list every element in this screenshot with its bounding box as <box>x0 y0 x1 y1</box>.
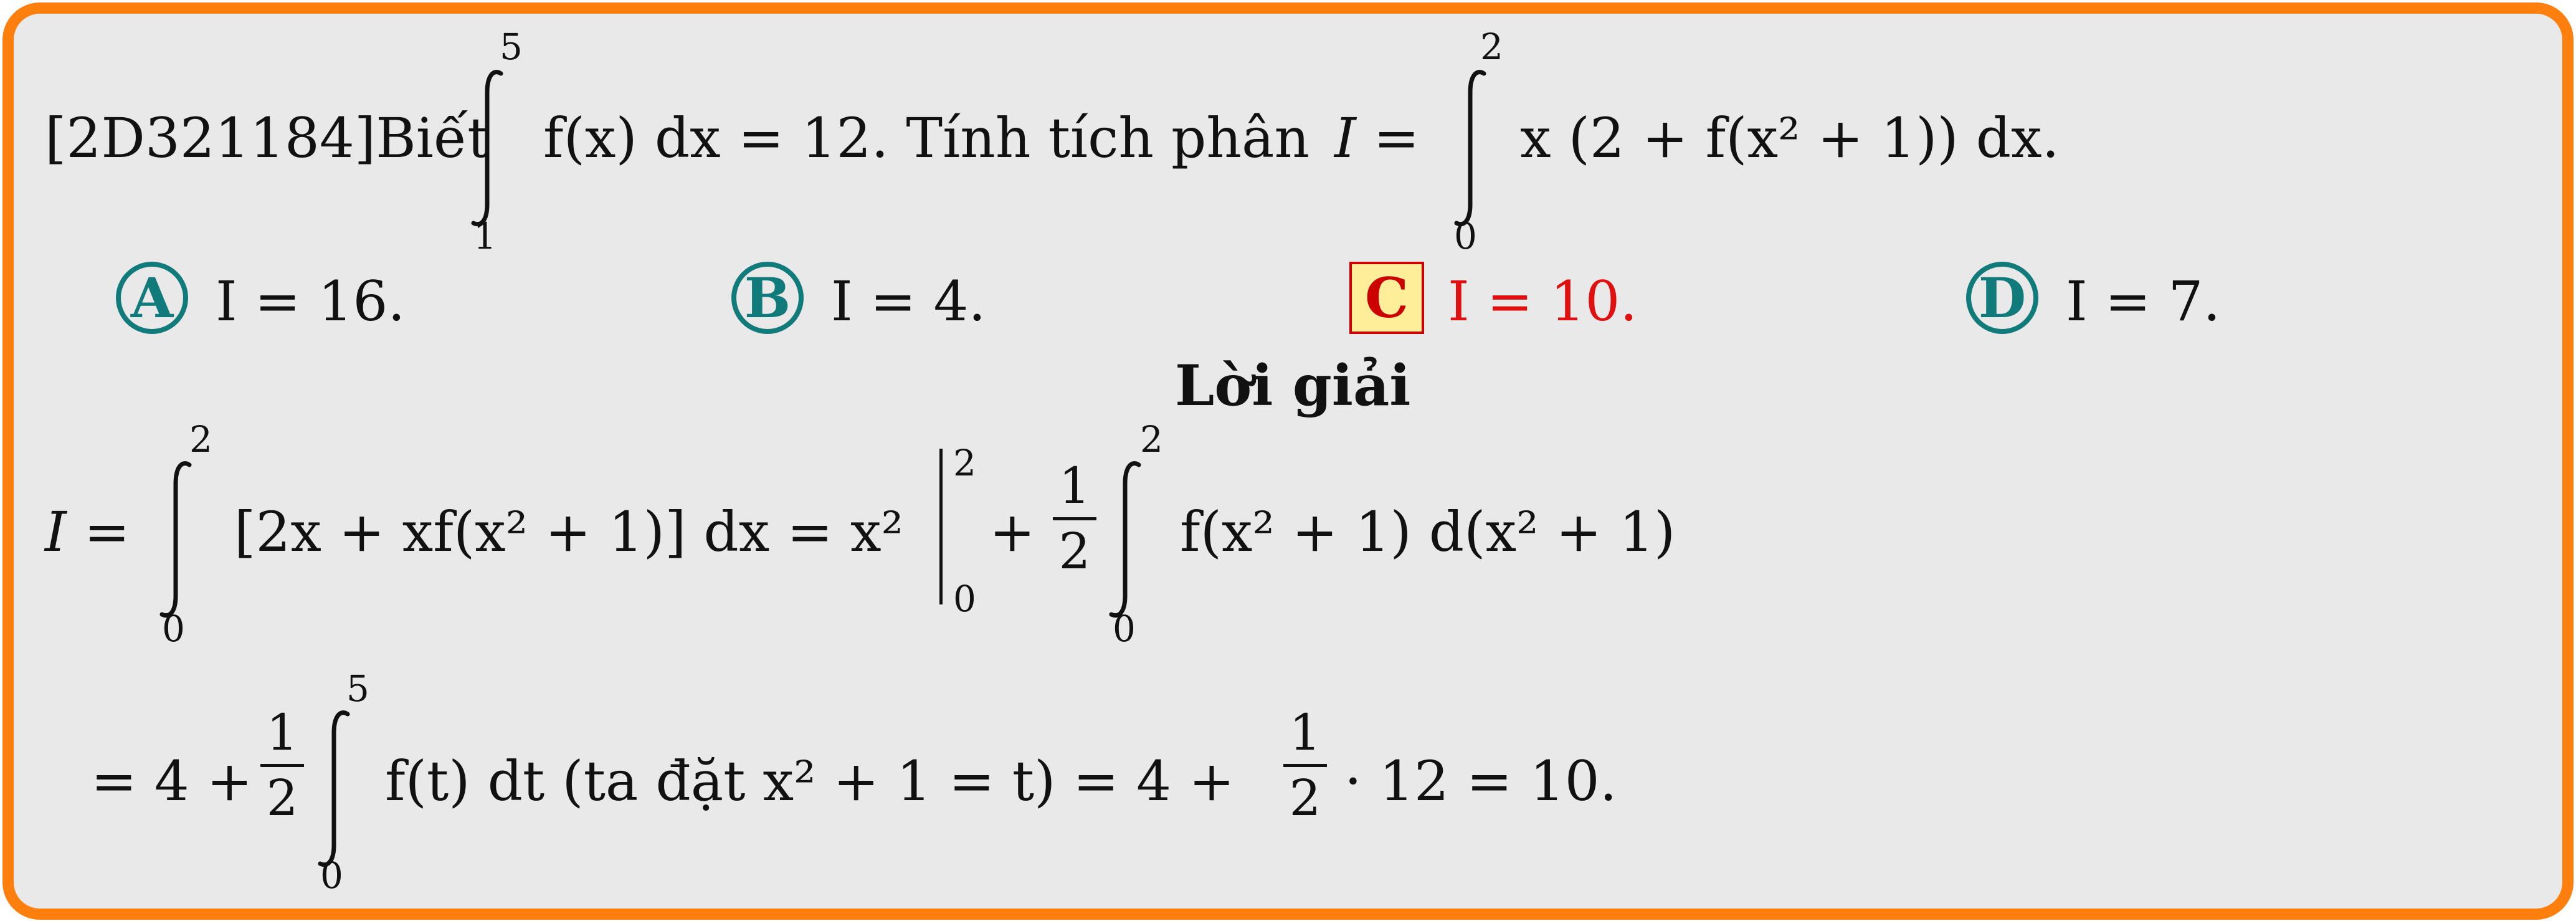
frac-numerator: 1 <box>1058 457 1091 515</box>
problem-id-prefix: [2D321184]Biết <box>45 106 490 170</box>
frac-denominator: 2 <box>1058 522 1091 580</box>
integral-sign <box>1106 459 1144 621</box>
frac-denominator: 2 <box>1289 769 1321 827</box>
target-integrand: x (2 + f(x² + 1)) dx. <box>1520 106 2060 170</box>
sol1-integrand: [2x + xf(x² + 1)] dx = x² <box>234 500 903 564</box>
choice-a-text[interactable]: I = 16. <box>216 269 406 333</box>
target-upper-limit: 2 <box>1480 26 1503 68</box>
choice-b-label[interactable]: B <box>731 262 804 334</box>
solution-heading: Lời giải <box>1175 353 1411 419</box>
integral-sign <box>315 708 353 870</box>
sol1-int2-lower: 0 <box>1113 608 1136 650</box>
integral-sign <box>1452 67 1489 229</box>
sol2-tail: · 12 = 10. <box>1344 749 1617 813</box>
frac-denominator: 2 <box>266 769 298 827</box>
sol2-upper-limit: 5 <box>346 667 369 710</box>
sol1-lower-limit: 0 <box>162 608 185 650</box>
given-lower-limit: 1 <box>473 215 497 257</box>
sol2-lead: = 4 + <box>91 749 253 813</box>
evaluation-bar <box>939 449 943 604</box>
solution-lhs: I = <box>45 500 130 564</box>
integral-sign <box>468 67 506 229</box>
choice-a-label[interactable]: A <box>116 262 188 334</box>
half-fraction <box>260 704 304 827</box>
choice-c-label[interactable]: C <box>1349 262 1424 334</box>
choice-c-text[interactable]: I = 10. <box>1448 269 1638 333</box>
integral-sign <box>157 459 194 621</box>
frac-numerator: 1 <box>266 704 298 761</box>
sol1-integrand2: f(x² + 1) d(x² + 1) <box>1180 500 1676 564</box>
eval-upper: 2 <box>953 442 976 484</box>
half-fraction <box>1053 457 1096 580</box>
choice-d-text[interactable]: I = 7. <box>2066 269 2221 333</box>
sol1-int2-upper: 2 <box>1140 418 1163 461</box>
sol2-lower-limit: 0 <box>320 854 343 897</box>
choice-b-text[interactable]: I = 4. <box>831 269 986 333</box>
half-fraction <box>1283 704 1327 827</box>
sol2-integrand: f(t) dt (ta đặt x² + 1 = t) = 4 + <box>385 749 1235 813</box>
given-integrand: f(x) dx = 12. Tính tích phân <box>543 106 1310 170</box>
target-lower-limit: 0 <box>1454 215 1477 257</box>
given-upper-limit: 5 <box>500 26 523 68</box>
plus-sign: + <box>989 500 1035 564</box>
frac-numerator: 1 <box>1289 704 1321 761</box>
target-var: I = <box>1334 106 1420 170</box>
choice-d-label[interactable]: D <box>1966 262 2038 334</box>
eval-lower: 0 <box>953 578 976 620</box>
sol1-upper-limit: 2 <box>189 418 212 461</box>
